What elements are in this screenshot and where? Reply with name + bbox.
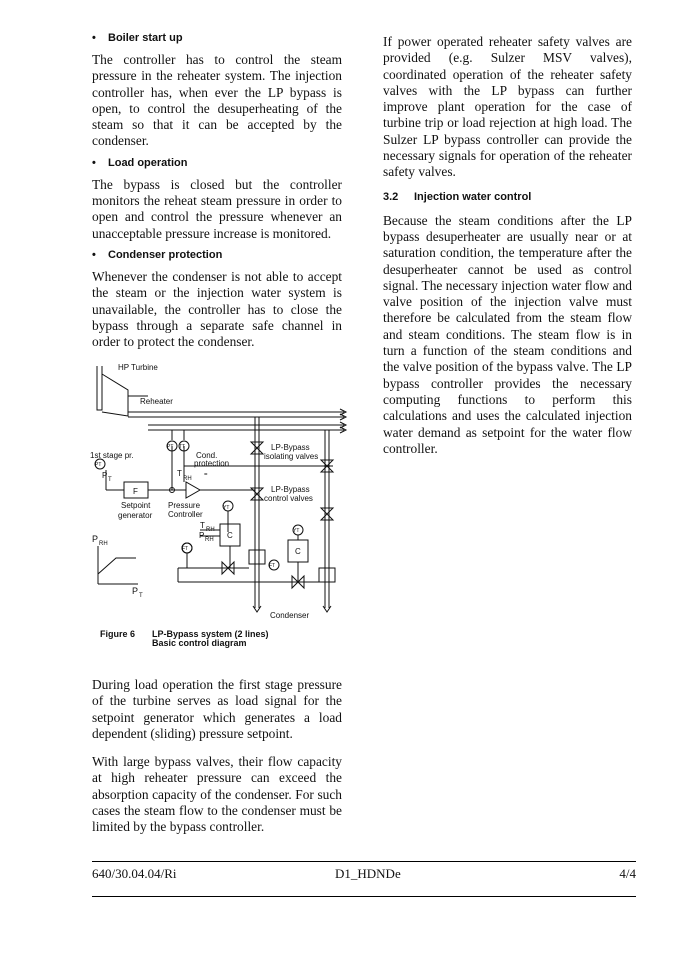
label-p-rh-c1-sub: RH <box>205 537 214 543</box>
label-pt-first-stage-p: P <box>102 471 108 480</box>
section-title: Injection water control <box>414 190 532 203</box>
turbine-casing-left <box>97 366 102 410</box>
paragraph-boiler-start-up: The controller has to control the steam pressure in the reheater system. The injection controller has, when ever the LP bypass is open, to control the desuperheating of the steam so that it can be accepted by the condenser. <box>92 52 342 149</box>
label-first-stage-pr: 1st stage pr. <box>90 451 134 460</box>
caption-text <box>152 630 269 648</box>
label-c-block-1: C <box>227 531 233 540</box>
footer-page-number: 4/4 <box>619 866 636 881</box>
bullet-heading-load-operation <box>92 155 342 171</box>
label-prh-axis-sub: RH <box>99 541 108 547</box>
bullet-dot: • <box>92 32 96 44</box>
label-cond-protection-2: protection <box>194 459 230 468</box>
turbine-body <box>102 374 128 416</box>
footer-rule-top <box>92 861 636 862</box>
paragraph-injection-water: Because the steam conditions after the LP bypass desuperheater are usually near or at saturation condition, the temperature after the desuperheater cannot be used as control signal. The necessary injection water flow and valve position of the injection valve must therefore be calculated from the steam flow and steam conditions. The steam flow is in turn a function of the steam conditions and the valve position of the bypass valve. The LP bypass controller provides the necessary computing functions to perform this calculations and uses the calculated injection water demand as setpoint for the water flow controller. <box>383 212 632 456</box>
left-column-lower <box>92 677 342 836</box>
section-number: 3.2 <box>383 190 399 203</box>
label-hp-turbine: HP Turbine <box>118 363 158 372</box>
label-condenser: Condenser <box>270 611 310 620</box>
label-pt-first-stage-sub: T <box>108 477 112 483</box>
desuperheater-1 <box>249 550 265 564</box>
pressure-controller <box>186 482 200 498</box>
figure-caption <box>100 630 269 648</box>
control-valve-2 <box>321 508 333 520</box>
label-pt-axis-sub: T <box>139 593 143 599</box>
footer-doc-number: 640/30.04.04/Ri <box>92 866 177 881</box>
condenser-arrow-2 <box>323 606 331 612</box>
heading-text: Boiler start up <box>108 32 183 44</box>
label-prh-axis: P <box>92 534 99 544</box>
paragraph-safety-valves: If power operated reheater safety valves are provided (e.g. Sulzer MSV valves), coordinated operation of the reheater safety valves with the LP bypass can further improve plant operation for the case of turbine trip or load rejection at high load. The Sulzer LP bypass controller can provide the necessary signals for operation of the reheater safety valves. <box>383 34 632 180</box>
paragraph-load-operation-setpoint: During load operation the first stage pressure of the turbine serves as load signal for the setpoint generator which generates a load dependent (sliding) pressure setpoint. <box>92 677 342 741</box>
label-pressure-1: Pressure <box>168 501 201 510</box>
footer-rule-bottom <box>92 896 636 897</box>
label-pt-axis: P <box>132 586 139 596</box>
label-yt-tag-1: YT <box>223 505 230 511</box>
label-t-rh-c1: T <box>200 521 205 530</box>
label-t-rh-c1-sub: RH <box>206 527 215 533</box>
bullet-dot: • <box>92 248 96 261</box>
label-ft-tag-2: FT <box>269 563 276 569</box>
label-f-block: F <box>133 487 138 496</box>
label-pt-1st-stage: PT <box>95 462 102 468</box>
label-isolating-2: isolating valves <box>264 452 319 461</box>
label-isolating-1: LP-Bypass <box>271 443 310 452</box>
label-ft-tag-1: FT <box>182 546 189 552</box>
label-yt-tag-2: YT <box>293 528 300 534</box>
label-cond-protection-1: Cond. <box>196 451 218 460</box>
bullet-heading-boiler-start-up <box>92 30 342 46</box>
label-control-2: control valves <box>264 494 313 503</box>
caption-line-1: LP-Bypass system (2 lines) <box>152 629 269 639</box>
label-t-rh-top: T <box>177 469 182 478</box>
paragraph-load-operation: The bypass is closed but the controller monitors the reheat steam pressure in order to open and control the pressure whenever an unacceptable pressure increase is monitored. <box>92 176 342 241</box>
graph-curve <box>98 558 136 574</box>
bullet-heading-condenser-protection <box>92 247 342 263</box>
caption-line-2: Basic control diagram <box>152 638 247 648</box>
right-column <box>383 34 632 457</box>
paragraph-large-bypass: With large bypass valves, their flow capacity at high reheater pressure can exceed the absorption capacity of the condenser. For such cases the steam flow to the condenser must be limited by the bypass controller. <box>92 754 342 835</box>
bullet-dot: • <box>92 156 96 169</box>
label-setpoint-1: Setpoint <box>121 501 151 510</box>
label-c-block-2: C <box>295 547 301 556</box>
label-p-rh-c1: P <box>199 531 205 540</box>
label-tt-tag: TT <box>179 444 186 450</box>
section-heading <box>383 189 632 205</box>
diagram-svg <box>88 360 350 625</box>
label-pt-tag: PT <box>167 444 174 450</box>
label-reheater: Reheater <box>140 397 173 406</box>
caption-label: Figure 6 <box>100 629 136 639</box>
heading-text: Condenser protection <box>108 248 223 261</box>
isolating-valve-1 <box>251 442 263 454</box>
label-control-1: LP-Bypass <box>271 485 310 494</box>
heading-text: Load operation <box>108 156 188 169</box>
label-t-rh-top-sub: RH <box>183 476 192 482</box>
desuperheater-2 <box>319 568 335 582</box>
label-pressure-2: Controller <box>168 510 203 519</box>
left-column <box>92 30 342 350</box>
label-double-bar: = <box>204 472 208 478</box>
condenser-arrow-1 <box>253 606 261 612</box>
label-setpoint-2: generator <box>118 511 153 520</box>
footer-doc-code: D1_HDNDe <box>335 866 401 881</box>
lp-bypass-diagram <box>88 360 350 625</box>
paragraph-condenser-protection: Whenever the condenser is not able to accept the steam or the injection water system is unavailable, the controller has to close the bypass through a separate safe channel in order to protect the condenser. <box>92 268 342 350</box>
